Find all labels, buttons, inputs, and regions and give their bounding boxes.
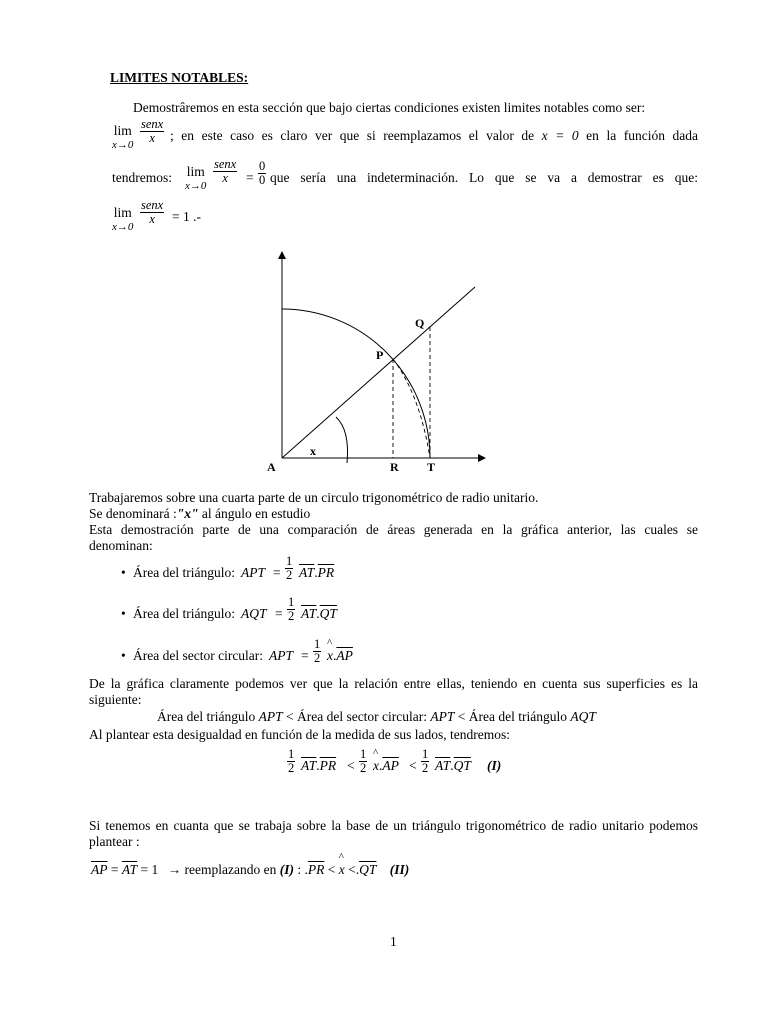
label-t: T: [427, 460, 436, 474]
paragraph-6-line-2: plantear :: [89, 834, 140, 849]
paragraph-4-line-2: siguiente:: [89, 692, 142, 707]
intro-line-3: tendremos: lim x→0 senx x = $\frac{0}{0}$ que sería una indeterminación. Lo que se va a demostrar es que:: [112, 157, 698, 192]
intro-line-4: lim x→0 senx x = 1 .-: [112, 198, 201, 233]
paragraph-6-line-1: Si tenemos en cuanta que se trabaja sobre la base de un triángulo trigonométrico de radio unitario podemos: [89, 818, 698, 833]
equation-2: $\overline{AP} = \overline{AT} = 1$ → reemplazando en (I) : $.\overline{PR}$ < ^ $x <.\overline{QT}$ (II): [91, 862, 409, 878]
angle-arc: [336, 417, 348, 463]
paragraph-2: Se denominará :"x" al ángulo en estudio: [89, 506, 311, 521]
limit-expression-2: lim x→0: [185, 164, 207, 192]
chord-pt: [393, 359, 430, 458]
area-inequality: Área del triángulo APT < Área del sector circular: APT < Área del triángulo AQT: [157, 709, 596, 724]
limit-expression: lim x→0: [112, 123, 134, 151]
unit-circle-figure: [250, 245, 500, 480]
intro-line-1: Demostrâremos en esta sección que bajo ciertas condiciones existen limites notables como ser:: [133, 100, 646, 115]
intro-line-3-text: que sería una indeterminación. Lo que se va a demostrar es que:: [270, 170, 698, 185]
fraction-senx-x-2: senx x: [214, 157, 237, 186]
label-p: P: [376, 348, 384, 362]
fraction-senx-x-3: senx x: [141, 198, 164, 227]
equation-1: $\frac{1}{2}$ $\overline{AT}.\overline{PR}$ < $\frac{1}{2}$ ^ $x.\overline{AP}$ < $\frac{1}{2}$ $\overline{AT}.\overline{QT}$ (I): [287, 748, 517, 788]
intro-line-2: [112, 118, 698, 156]
paragraph-3-line-1: Esta demostración parte de una comparación de áreas generada en la gráfica anterior, las cuales se: [89, 522, 698, 537]
fraction-zero-zero: $\frac{0}{0}$: [259, 159, 266, 188]
page-number: 1: [390, 934, 397, 949]
intro-line-2-text: ; en este caso es claro ver que si reemplazamos el valor de x = 0 en la función dada: [170, 128, 698, 143]
paragraph-3-line-2: denominan:: [89, 538, 153, 553]
ray-line: [282, 287, 475, 458]
label-q: Q: [415, 316, 425, 330]
paragraph-5: Al plantear esta desigualdad en función de la medida de sus lados, tendremos:: [89, 727, 510, 742]
paragraph-1: Trabajaremos sobre una cuarta parte de un circulo trigonométrico de radio unitario.: [89, 490, 539, 505]
page-title: LIMITES NOTABLES:: [110, 70, 249, 85]
label-r: R: [390, 460, 399, 474]
limit-expression-3: lim x→0: [112, 205, 134, 233]
fraction-senx-x: senx x: [141, 117, 164, 146]
label-x: x: [310, 444, 316, 458]
label-a: A: [267, 460, 276, 474]
paragraph-4-line-1: De la gráfica claramente podemos ver que la relación entre ellas, teniendo en cuenta sus superficies es la: [89, 676, 698, 691]
